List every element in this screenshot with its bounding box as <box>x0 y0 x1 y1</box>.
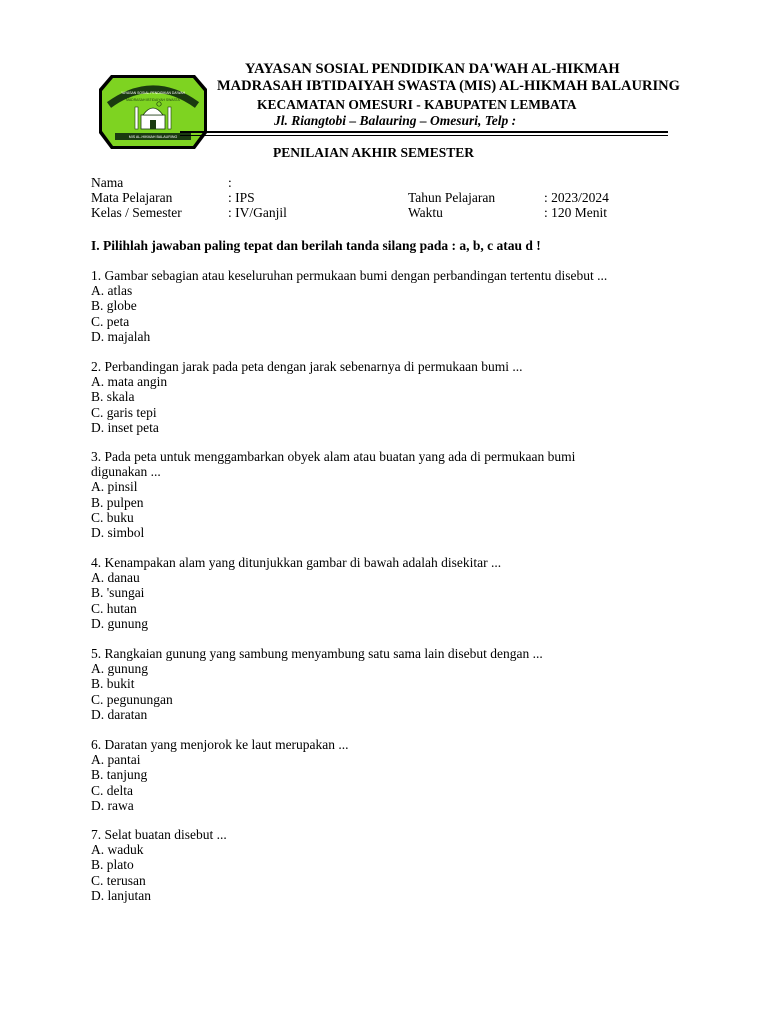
document-title: PENILAIAN AKHIR SEMESTER <box>273 145 475 160</box>
question-5 <box>91 646 543 722</box>
option-c: C. peta <box>91 313 130 329</box>
option-d: D. gunung <box>91 615 148 631</box>
option-b: B. pulpen <box>91 494 144 510</box>
option-b: B. bukit <box>91 676 135 692</box>
question-text: 2. Perbandingan jarak pada peta dengan jarak sebenarnya di permukaan bumi ... <box>91 359 523 374</box>
option-c: C. pegunungan <box>91 691 173 707</box>
question-2 <box>91 359 522 435</box>
info-nama-label: Nama <box>91 175 124 190</box>
question-text: 3. Pada peta untuk menggambarkan obyek alam atau buatan yang ada di permukaan bumi <box>91 449 576 464</box>
logo-ribbon-top: YAYASAN SOSIAL PENDIDIKAN DA'WAH <box>120 91 186 95</box>
option-c: C. garis tepi <box>91 404 157 420</box>
info-tahun-label: Tahun Pelajaran <box>408 190 496 205</box>
option-a: A. atlas <box>91 283 133 299</box>
section-instruction: I. Pilihlah jawaban paling tepat dan berilah tanda silang pada : a, b, c atau d ! <box>91 238 541 253</box>
option-d: D. majalah <box>91 328 151 344</box>
option-d: D. rawa <box>91 797 134 813</box>
question-6 <box>91 737 349 813</box>
option-d: D. daratan <box>91 706 148 722</box>
option-b: B. plato <box>91 857 134 873</box>
option-b: B. tanjung <box>91 767 148 783</box>
option-c: C. buku <box>91 509 134 525</box>
option-c: C. terusan <box>91 872 146 888</box>
question-1 <box>91 268 607 344</box>
option-d: D. simbol <box>91 524 145 540</box>
option-a: A. pinsil <box>91 479 138 495</box>
option-d: D. inset peta <box>91 419 159 435</box>
question-3 <box>91 449 575 540</box>
option-a: A. danau <box>91 570 140 586</box>
info-mapel-label: Mata Pelajaran <box>91 190 173 205</box>
option-d: D. lanjutan <box>91 887 151 903</box>
district-name: KECAMATAN OMESURI - KABUPATEN LEMBATA <box>257 97 577 112</box>
option-c: C. hutan <box>91 600 137 616</box>
option-b: B. globe <box>91 298 137 314</box>
info-mapel-value: : IPS <box>228 190 255 205</box>
school-logo <box>97 71 209 153</box>
info-tahun-value: : 2023/2024 <box>544 190 609 205</box>
question-text: 4. Kenampakan alam yang ditunjukkan gambar di bawah adalah disekitar ... <box>91 555 502 570</box>
option-a: A. waduk <box>91 842 144 858</box>
logo-ribbon-mid: MADRASAH IBTIDAIYAH SWASTA <box>126 98 180 102</box>
option-a: A. pantai <box>91 752 141 768</box>
logo-ribbon-bottom: MIS AL-HIKMAH BALAURING <box>128 135 178 140</box>
header-divider <box>180 131 668 133</box>
question-7 <box>91 827 227 903</box>
question-4 <box>91 555 501 631</box>
info-waktu-label: Waktu <box>408 205 443 220</box>
question-text: 1. Gambar sebagian atau keseluruhan permukaan bumi dengan perbandingan tertentu disebut ... <box>91 268 608 283</box>
option-b: B. 'sungai <box>91 585 145 601</box>
option-c: C. delta <box>91 782 133 798</box>
question-text: 6. Daratan yang menjorok ke laut merupakan ... <box>91 737 349 752</box>
option-a: A. mata angin <box>91 374 168 390</box>
question-text: 7. Selat buatan disebut ... <box>91 827 227 842</box>
header-divider-thin <box>180 135 668 136</box>
question-text-continued: digunakan ... <box>91 464 161 480</box>
info-nama-value: : <box>228 175 232 190</box>
info-kelas-label: Kelas / Semester <box>91 205 182 220</box>
option-b: B. skala <box>91 389 135 405</box>
school-address: Jl. Riangtobi – Balauring – Omesuri, Telp : <box>274 113 517 128</box>
question-text: 5. Rangkaian gunung yang sambung menyambung satu sama lain disebut dengan ... <box>91 646 543 661</box>
school-name: MADRASAH IBTIDAIYAH SWASTA (MIS) AL-HIKMAH BALAURING <box>217 78 680 94</box>
info-kelas-value: : IV/Ganjil <box>228 205 287 220</box>
info-waktu-value: : 120 Menit <box>544 205 607 220</box>
foundation-name: YAYASAN SOSIAL PENDIDIKAN DA'WAH AL-HIKMAH <box>245 61 620 77</box>
option-a: A. gunung <box>91 661 148 677</box>
